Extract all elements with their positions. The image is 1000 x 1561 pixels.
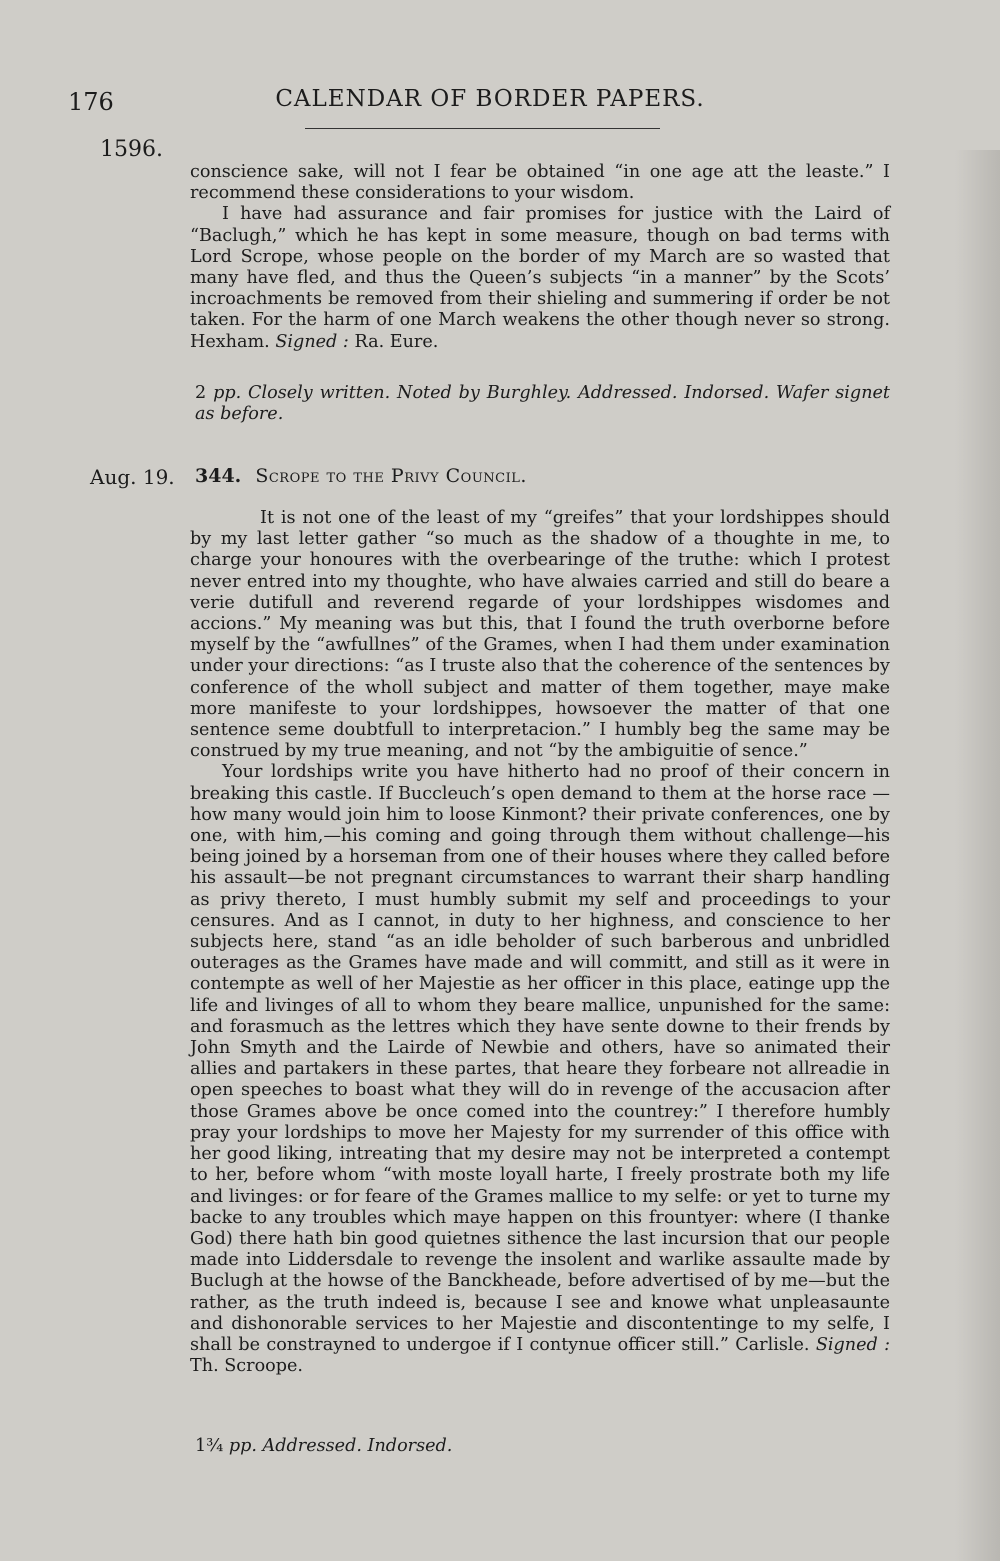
note-pages: 2 (195, 383, 207, 403)
entry-number: 344. (195, 465, 242, 487)
year-marginal: 1596. (100, 137, 163, 162)
signature: Ra. Eure. (354, 331, 439, 352)
page-header (60, 86, 920, 120)
continuation-paragraph: I have had assurance and fair promises for justice with the Laird of “Baclugh,” which he has kept in some measure, though on bad terms with Lord Scrope, whose people on the border of my March are so wasted that many have fled, and thus the Queen’s subjects “in a manner” by the Scots’ incroachments be removed from their shieling and summering if order be not taken. For the harm of one March weakens the other though never so strong. Hexham. Signed : Ra. Eure. (190, 204, 890, 352)
entry-note (195, 1436, 890, 1457)
entry-paragraph: It is not one of the least of my “greifes” that your lordshippes should by my last letter gather “so much as the shadow of a thoughte in me, to charge your honoures with the overbearinge of the truthe: which I protest never entred into my thoughte, who have alwaies carried and still do beare a verie dutifull and reverend regarde of your lordshippes wisdomes and accions.” My meaning was but this, that I found the truth overborne before myself by the “awfullnes” of the Grames, when I had them under examination under your directions: “as I truste also that the coherence of the sentences by conference of the wholl subject and matter of them together, maye make more manifeste to your lordshippes, howsoever the matter of that one sentence seme doubtfull to interpretacion.” I humbly beg the same may be construed by my true meaning, and not “by the ambiguitie of sence.” (190, 508, 890, 762)
continuation-paragraph: conscience sake, will not I fear be obtained “in one age att the leaste.” I recommend these considerations to your wisdom. (190, 162, 890, 204)
page-number: 176 (68, 88, 114, 116)
entry-heading (195, 465, 527, 487)
entry-paragraph: Your lordships write you have hitherto had no proof of their concern in breaking this castle. If Buccleuch’s open demand to them at the horse race —how many would join him to loose Kinmont? their private conferences, one by one, with him,—his coming and going through them without challenge—his being joined by a horseman from one of their houses where they called before his assault—be not pregnant circumstances to warrant their sharp handling as privy thereto, I must humbly submit my self and proceedings to your censures. And as I cannot, in duty to her highness, and conscience to her subjects here, stand “as an idle beholder of such barberous and unbridled outerages as the Grames have made and will committ, and still as it were in contempte as well of her Majestie as her officer in this place, eatinge upp the life and livinges of all to whom they beare mallice, unpunished for the same: and forasmuch as the lettres which they have sente downe to their frends by John Smyth and the Lairde of Newbie and others, have so animated their allies and partakers in these partes, that heare they forbeare not allreadie in open speeches to boast what they will do in revenge of the accusacion after those Grames above be once comed into the countrey:” I therefore humbly pray your lordships to move her Majesty for my surrender of this office with her good liking, intreating that my desire may not be interpreted a contempt to her, before whom “with moste loyall harte, I freely prostrate both my life and livinges: or for feare of the Grames mallice to my selfe: or yet to turne my backe to any troubles which maye happen on this frountyer: where (I thanke God) there hath bin good quietnes sithence the last incursion that our people made into Liddersdale to revenge the insolent and warlike assaulte made by Buclugh at the howse of the Banckheade, before advertised of by me—but the rather, as the truth indeed is, because I see and knowe what unpleasaunte and dishonorable services to her Majestie and discontentinge to my selfe, I shall be constrayned to undergoe if I contynue officer still.” Carlisle. Signed : Th. Scroope. (190, 762, 891, 1377)
note-text: pp. Addressed. Indorsed. (228, 1436, 453, 1456)
continuation-text (190, 162, 890, 353)
signature: Th. Scroope. (190, 1356, 304, 1377)
note-pages: 1¾ (195, 1436, 224, 1456)
signed-label: Signed : (275, 331, 349, 352)
entry-date: Aug. 19. (90, 465, 175, 489)
entry-title: Scrope to the Privy Council. (255, 465, 527, 487)
running-title: CALENDAR OF BORDER PAPERS. (275, 86, 705, 112)
signed-label: Signed : (815, 1334, 891, 1355)
continuation-note (195, 383, 890, 425)
page-edge-shadow (955, 150, 1000, 1561)
note-text: pp. Closely written. Noted by Burghley. Addressed. Indorsed. Wafer signet as before. (195, 383, 891, 424)
entry-text (190, 508, 890, 1377)
header-rule (305, 128, 660, 129)
